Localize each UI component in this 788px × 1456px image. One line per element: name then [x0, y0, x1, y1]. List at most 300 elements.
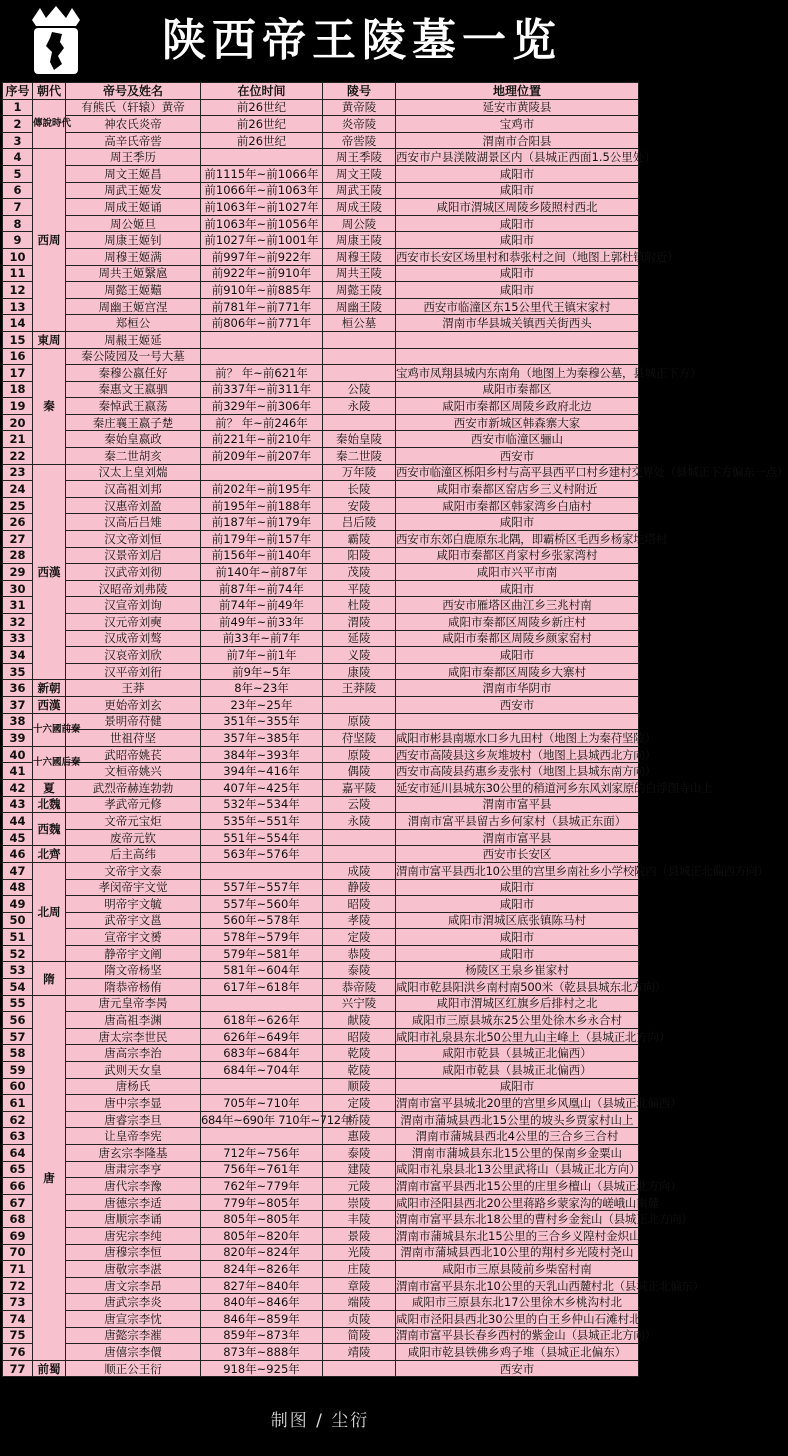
tomb-name-cell: 阳陵 — [323, 547, 396, 564]
row-number-cell: 16 — [3, 348, 33, 365]
location-cell: 咸阳市秦都区周陵乡政府北边 — [396, 398, 639, 415]
location-cell — [396, 331, 639, 348]
location-cell: 咸阳市渭城区红旗乡后排村之北 — [396, 995, 639, 1012]
table-row — [3, 1028, 639, 1045]
row-number-cell: 6 — [3, 182, 33, 199]
row-number-cell: 31 — [3, 597, 33, 614]
tomb-name-cell: 昭陵 — [323, 896, 396, 913]
tomb-name-cell: 云陵 — [323, 796, 396, 813]
location-cell: 渭南市富平县长春乡西村的紫金山（县城正北方向） — [396, 1328, 656, 1343]
emperor-name-cell: 唐高祖李渊 — [66, 1012, 201, 1029]
reign-time-cell: 前140年~前87年 — [201, 564, 323, 581]
tomb-name-cell: 元陵 — [323, 1178, 396, 1195]
tomb-name-cell: 延陵 — [323, 630, 396, 647]
emperor-name-cell: 唐懿宗李漼 — [66, 1327, 201, 1344]
row-number-cell: 8 — [3, 215, 33, 232]
emperor-name-cell: 汉景帝刘启 — [66, 547, 201, 564]
tomb-name-cell: 端陵 — [323, 1294, 396, 1311]
row-number-cell: 65 — [3, 1161, 33, 1178]
reign-time-cell — [201, 1078, 323, 1095]
table-row — [3, 779, 639, 796]
emperor-name-cell: 周赧王姬延 — [66, 331, 201, 348]
tomb-name-cell — [323, 348, 396, 365]
row-number-cell: 45 — [3, 829, 33, 846]
table-row — [3, 1211, 639, 1228]
table-row — [3, 879, 639, 896]
location-cell: 西安市高陵县药惠乡麦张村（地图上县城东南方向） — [396, 764, 656, 779]
location-cell: 西安市东郊白鹿原东北隅，即霸桥区毛西乡杨家圪塔村 — [396, 531, 668, 546]
reign-time-cell: 384年~393年 — [201, 746, 323, 763]
tomb-name-cell: 静陵 — [323, 879, 396, 896]
tomb-name-cell: 黄帝陵 — [323, 99, 396, 116]
location-cell: 咸阳市渭城区底张镇陈马村 — [396, 912, 639, 929]
emperor-name-cell: 汉宣帝刘询 — [66, 597, 201, 614]
dynasty-cell: 十六國前秦 — [33, 713, 66, 746]
location-cell: 西安市临潼区栎阳乡村与高平县西平口村乡建村交界处（县城正下方偏东一点） — [396, 465, 788, 480]
row-number-cell: 68 — [3, 1211, 33, 1228]
reign-time-cell: 756年~761年 — [201, 1161, 323, 1178]
tomb-name-cell: 周康王陵 — [323, 232, 396, 249]
table-row — [3, 265, 639, 282]
dynasty-cell: 西漢 — [33, 464, 66, 680]
location-cell: 咸阳市渭城区周陵乡陵照村西北 — [396, 199, 639, 216]
emperor-name-cell: 废帝元钦 — [66, 829, 201, 846]
tomb-name-cell: 泰陵 — [323, 1145, 396, 1162]
emperor-name-cell: 唐穆宗李恒 — [66, 1244, 201, 1261]
location-cell: 咸阳市秦都区肖家村乡张家湾村 — [396, 547, 639, 564]
row-number-cell: 9 — [3, 232, 33, 249]
row-number-cell: 22 — [3, 448, 33, 465]
row-number-cell: 43 — [3, 796, 33, 813]
emperor-name-cell: 武则天女皇 — [66, 1062, 201, 1079]
emperor-name-cell: 周文王姬昌 — [66, 165, 201, 182]
tomb-name-cell: 原陵 — [323, 713, 396, 730]
emperor-name-cell: 秦悼武王嬴荡 — [66, 398, 201, 415]
row-number-cell: 14 — [3, 315, 33, 332]
location-cell: 西安市 — [396, 448, 639, 465]
tomb-name-cell: 孝陵 — [323, 912, 396, 929]
location-cell: 渭南市富平县西北10公里的宫里乡南社乡小学校院内（县城正北偏西方向） — [396, 863, 769, 878]
row-number-cell: 2 — [3, 116, 33, 133]
location-cell: 西安市新城区韩森寨大家 — [396, 414, 639, 431]
reign-time-cell: 前1115年~前1066年 — [201, 165, 323, 182]
emperor-name-cell: 唐僖宗李儇 — [66, 1344, 201, 1361]
tomb-name-cell: 霸陵 — [323, 531, 396, 548]
emperor-name-cell: 神农氏炎帝 — [66, 116, 201, 133]
reign-time-cell: 前202年~前195年 — [201, 481, 323, 498]
tomb-name-cell: 周公陵 — [323, 215, 396, 232]
dynasty-cell: 西周 — [33, 149, 66, 332]
emperor-name-cell: 景明帝苻健 — [66, 713, 201, 730]
location-cell: 渭南市蒲城县西北10公里的翔村乡光陵村尧山 — [396, 1244, 639, 1261]
dynasty-cell: 西漢 — [33, 696, 66, 713]
emperor-name-cell: 周康王姬钊 — [66, 232, 201, 249]
emperor-name-cell: 世祖苻坚 — [66, 730, 201, 747]
row-number-cell: 37 — [3, 696, 33, 713]
row-number-cell: 3 — [3, 132, 33, 149]
row-number-cell: 25 — [3, 497, 33, 514]
emperor-name-cell: 秦公陵园及一号大墓 — [66, 348, 201, 365]
location-cell: 渭南市蒲城县西北15公里的坡头乡贾家村山上 — [396, 1111, 639, 1128]
row-number-cell: 46 — [3, 846, 33, 863]
reign-time-cell: 前26世纪 — [201, 132, 323, 149]
tomb-name-cell: 丰陵 — [323, 1211, 396, 1228]
tomb-name-cell: 帝喾陵 — [323, 132, 396, 149]
reign-time-cell: 846年~859年 — [201, 1310, 323, 1327]
row-number-cell: 60 — [3, 1078, 33, 1095]
emperor-name-cell: 唐太宗李世民 — [66, 1028, 201, 1045]
tomb-name-cell: 惠陵 — [323, 1128, 396, 1145]
emperor-name-cell: 武昭帝姚苌 — [66, 746, 201, 763]
location-cell: 咸阳市泾阳县西北20公里蒋路乡蒙家沟的嵯峨山南麓 — [396, 1195, 659, 1210]
reign-time-cell: 626年~649年 — [201, 1028, 323, 1045]
location-cell: 咸阳市乾县（县城正北偏西） — [396, 1045, 639, 1062]
table-row — [3, 564, 639, 581]
tomb-name-cell: 周王季陵 — [323, 149, 396, 166]
emperor-name-cell: 汉高后吕雉 — [66, 514, 201, 531]
emperor-name-cell: 唐武宗李炎 — [66, 1294, 201, 1311]
location-cell: 西安市临潼区骊山 — [396, 431, 639, 448]
emperor-name-cell: 唐中宗李显 — [66, 1095, 201, 1112]
table-row — [3, 1327, 639, 1344]
emperor-name-cell: 周懿王姬囏 — [66, 282, 201, 299]
dynasty-cell: 新朝 — [33, 680, 66, 697]
table-row — [3, 149, 639, 166]
table-row — [3, 630, 639, 647]
location-cell: 渭南市蒲城县东北15公里的三合乡义隍村金炽山 — [396, 1228, 641, 1243]
reign-time-cell: 560年~578年 — [201, 912, 323, 929]
table-row — [3, 730, 639, 747]
location-cell: 咸阳市三原县东北17公里徐木乡桃沟村北 — [396, 1294, 639, 1311]
location-cell: 咸阳市 — [396, 580, 639, 597]
emperor-name-cell: 汉平帝刘衎 — [66, 663, 201, 680]
reign-time-cell: 712年~756年 — [201, 1145, 323, 1162]
reign-time-cell — [201, 149, 323, 166]
table-row — [3, 1078, 639, 1095]
row-number-cell: 29 — [3, 564, 33, 581]
location-cell: 延安市延川县城东30公里的稍道河乡东风刘家原的白浮图寺山上 — [396, 780, 713, 795]
emperor-name-cell: 隋恭帝杨侑 — [66, 979, 201, 996]
row-number-cell: 57 — [3, 1028, 33, 1045]
location-cell: 咸阳市 — [396, 929, 639, 946]
table-row — [3, 1344, 639, 1361]
tomb-name-cell: 定陵 — [323, 1095, 396, 1112]
reign-time-cell: 394年~416年 — [201, 763, 323, 780]
emperor-name-cell: 周幽王姬宫涅 — [66, 298, 201, 315]
tomb-name-cell: 公陵 — [323, 381, 396, 398]
reign-time-cell: 前329年~前306年 — [201, 398, 323, 415]
row-number-cell: 74 — [3, 1310, 33, 1327]
emperor-name-cell: 周共王姬繄扈 — [66, 265, 201, 282]
emperor-name-cell: 静帝宇文阐 — [66, 945, 201, 962]
tomb-name-cell: 建陵 — [323, 1161, 396, 1178]
location-cell: 咸阳市乾县铁佛乡鸡子堆（县城正北偏东） — [396, 1344, 639, 1361]
table-row — [3, 1145, 639, 1162]
column-header: 陵号 — [323, 83, 396, 100]
table-row — [3, 929, 639, 946]
emperor-name-cell: 周武王姬发 — [66, 182, 201, 199]
table-row — [3, 1194, 639, 1211]
emperor-name-cell: 顺正公王衍 — [66, 1360, 201, 1377]
reign-time-cell: 前922年~前910年 — [201, 265, 323, 282]
reign-time-cell: 前74年~前49年 — [201, 597, 323, 614]
emperor-name-cell: 汉成帝刘骜 — [66, 630, 201, 647]
table-row — [3, 481, 639, 498]
table-row — [3, 182, 639, 199]
location-cell: 咸阳市乾县阳洪乡南村南500米（乾县县城东北方向） — [396, 979, 666, 994]
row-number-cell: 50 — [3, 912, 33, 929]
location-cell: 咸阳市 — [396, 182, 639, 199]
reign-time-cell: 前1027年~前1001年 — [201, 232, 323, 249]
table-row — [3, 497, 639, 514]
location-cell: 渭南市富平县东北10公里的天乳山西麓村北（县城正北偏东） — [396, 1278, 705, 1293]
reign-time-cell: 820年~824年 — [201, 1244, 323, 1261]
tomb-name-cell: 义陵 — [323, 647, 396, 664]
table-row — [3, 796, 639, 813]
reign-time-cell: 824年~826年 — [201, 1261, 323, 1278]
emperor-name-cell: 汉元帝刘奭 — [66, 614, 201, 631]
tomb-table — [2, 82, 788, 1377]
reign-time-cell — [201, 862, 323, 879]
table-row — [3, 1310, 639, 1327]
reign-time-cell: 前195年~前188年 — [201, 497, 323, 514]
row-number-cell: 72 — [3, 1277, 33, 1294]
reign-time-cell: 563年~576年 — [201, 846, 323, 863]
location-cell: 渭南市蒲城县西北4公里的三合乡三合村 — [396, 1128, 639, 1145]
tomb-name-cell: 崇陵 — [323, 1194, 396, 1211]
tomb-name-cell: 顺陵 — [323, 1078, 396, 1095]
table-row — [3, 746, 639, 763]
table-row — [3, 1261, 639, 1278]
column-header: 帝号及姓名 — [66, 83, 201, 100]
reign-time-cell: 873年~888年 — [201, 1344, 323, 1361]
reign-time-cell: 前806年~前771年 — [201, 315, 323, 332]
tomb-name-cell: 王莽陵 — [323, 680, 396, 697]
location-cell: 咸阳市泾阳县西北30公里的白王乡仲山石滩村北 — [396, 1311, 641, 1326]
column-header: 序号 — [3, 83, 33, 100]
tomb-name-cell: 炎帝陵 — [323, 116, 396, 133]
table-row — [3, 132, 639, 149]
reign-time-cell: 407年~425年 — [201, 779, 323, 796]
row-number-cell: 18 — [3, 381, 33, 398]
tomb-name-cell: 周武王陵 — [323, 182, 396, 199]
location-cell: 咸阳市 — [396, 647, 639, 664]
location-cell: 咸阳市礼泉县东北50公里九山主峰上（县城正北方向） — [396, 1029, 671, 1044]
location-cell: 咸阳市秦都区周陵乡新庄村 — [396, 614, 639, 631]
location-cell: 咸阳市秦都区韩家湾乡白庙村 — [396, 497, 639, 514]
tomb-name-cell: 恭帝陵 — [323, 979, 396, 996]
row-number-cell: 30 — [3, 580, 33, 597]
reign-time-cell: 705年~710年 — [201, 1095, 323, 1112]
table-row — [3, 962, 639, 979]
reign-time-cell — [201, 331, 323, 348]
dynasty-cell: 隋 — [33, 962, 66, 995]
reign-time-cell: 前156年~前140年 — [201, 547, 323, 564]
crown-shaanxi-map-icon — [28, 6, 84, 76]
row-number-cell: 56 — [3, 1012, 33, 1029]
reign-time-cell: 前7年~前1年 — [201, 647, 323, 664]
column-header: 在位时间 — [201, 83, 323, 100]
tomb-name-cell: 简陵 — [323, 1327, 396, 1344]
tomb-name-cell: 吕后陵 — [323, 514, 396, 531]
location-cell: 咸阳市兴平市南 — [396, 564, 639, 581]
row-number-cell: 41 — [3, 763, 33, 780]
location-cell: 咸阳市三原县陵前乡柴窑村南 — [396, 1261, 639, 1278]
emperor-name-cell: 文帝元宝炬 — [66, 813, 201, 830]
location-cell: 渭南市华县城关镇西关街西头 — [396, 315, 639, 332]
location-cell: 渭南市富平县 — [396, 829, 639, 846]
location-cell: 渭南市富平县 — [396, 796, 639, 813]
emperor-name-cell: 唐高宗李治 — [66, 1045, 201, 1062]
tomb-name-cell — [323, 696, 396, 713]
tomb-name-cell — [323, 331, 396, 348]
emperor-name-cell: 汉高祖刘邦 — [66, 481, 201, 498]
reign-time-cell: 前1066年~前1063年 — [201, 182, 323, 199]
table-row — [3, 1294, 639, 1311]
tomb-name-cell: 桓公墓 — [323, 315, 396, 332]
row-number-cell: 17 — [3, 365, 33, 382]
reign-time-cell: 前179年~前157年 — [201, 531, 323, 548]
row-number-cell: 73 — [3, 1294, 33, 1311]
row-number-cell: 15 — [3, 331, 33, 348]
reign-time-cell: 581年~604年 — [201, 962, 323, 979]
reign-time-cell: 579年~581年 — [201, 945, 323, 962]
reign-time-cell: 前781年~前771年 — [201, 298, 323, 315]
table-row — [3, 514, 639, 531]
emperor-name-cell: 周成王姬诵 — [66, 199, 201, 216]
reign-time-cell: 617年~618年 — [201, 979, 323, 996]
tomb-name-cell — [323, 829, 396, 846]
emperor-name-cell: 宣帝宇文赟 — [66, 929, 201, 946]
tomb-name-cell: 苻坚陵 — [323, 730, 396, 747]
row-number-cell: 53 — [3, 962, 33, 979]
table-row — [3, 580, 639, 597]
row-number-cell: 12 — [3, 282, 33, 299]
location-cell: 咸阳市 — [396, 1078, 639, 1095]
table-row — [3, 248, 639, 265]
row-number-cell: 19 — [3, 398, 33, 415]
table-row — [3, 1012, 639, 1029]
row-number-cell: 54 — [3, 979, 33, 996]
row-number-cell: 24 — [3, 481, 33, 498]
row-number-cell: 61 — [3, 1095, 33, 1112]
tomb-name-cell: 章陵 — [323, 1277, 396, 1294]
row-number-cell: 44 — [3, 813, 33, 830]
table-row — [3, 896, 639, 913]
tomb-name-cell: 献陵 — [323, 1012, 396, 1029]
table-row — [3, 547, 639, 564]
tomb-name-cell: 平陵 — [323, 580, 396, 597]
location-cell: 咸阳市三原县城东25公里处徐木乡永合村 — [396, 1012, 639, 1029]
emperor-name-cell: 汉昭帝刘弗陵 — [66, 580, 201, 597]
reign-time-cell: 前26世纪 — [201, 99, 323, 116]
emperor-name-cell: 汉惠帝刘盈 — [66, 497, 201, 514]
row-number-cell: 27 — [3, 531, 33, 548]
reign-time-cell: 前？ 年~前246年 — [201, 414, 323, 431]
reign-time-cell: 前221年~前210年 — [201, 431, 323, 448]
reign-time-cell: 前1063年~前1056年 — [201, 215, 323, 232]
table-row — [3, 829, 639, 846]
location-cell: 渭南市富平县城北20里的宫里乡风凰山（县城正北偏西） — [396, 1096, 682, 1111]
reign-time-cell: 859年~873年 — [201, 1327, 323, 1344]
table-row — [3, 1161, 639, 1178]
reign-time-cell: 前49年~前33年 — [201, 614, 323, 631]
dynasty-cell: 傳說時代 — [33, 99, 66, 149]
row-number-cell: 28 — [3, 547, 33, 564]
table-row — [3, 1277, 639, 1294]
tomb-name-cell: 渭陵 — [323, 614, 396, 631]
row-number-cell: 33 — [3, 630, 33, 647]
location-cell: 咸阳市秦都区窑店乡三义村附近 — [396, 481, 639, 498]
reign-time-cell — [201, 1128, 323, 1145]
location-cell: 西安市雁塔区曲江乡三兆村南 — [396, 597, 639, 614]
tomb-name-cell: 秦二世陵 — [323, 448, 396, 465]
tomb-name-cell: 永陵 — [323, 398, 396, 415]
tomb-name-cell: 周成王陵 — [323, 199, 396, 216]
row-number-cell: 70 — [3, 1244, 33, 1261]
table-row — [3, 199, 639, 216]
emperor-name-cell: 有熊氏（轩辕）黄帝 — [66, 99, 201, 116]
emperor-name-cell: 汉文帝刘恒 — [66, 531, 201, 548]
row-number-cell: 58 — [3, 1045, 33, 1062]
table-row — [3, 912, 639, 929]
emperor-name-cell: 周穆王姬满 — [66, 248, 201, 265]
tomb-name-cell: 兴宁陵 — [323, 995, 396, 1012]
column-header: 朝代 — [33, 83, 66, 100]
row-number-cell: 1 — [3, 99, 33, 116]
location-cell: 延安市黄陵县 — [396, 99, 639, 116]
table-row — [3, 232, 639, 249]
emperor-name-cell: 唐睿宗李旦 — [66, 1111, 201, 1128]
emperor-name-cell: 唐宣宗李忱 — [66, 1310, 201, 1327]
row-number-cell: 10 — [3, 248, 33, 265]
tomb-name-cell: 嘉平陵 — [323, 779, 396, 796]
emperor-name-cell: 文帝宇文泰 — [66, 862, 201, 879]
tomb-name-cell — [323, 414, 396, 431]
tomb-name-cell: 杜陵 — [323, 597, 396, 614]
table-row — [3, 1128, 639, 1145]
row-number-cell: 4 — [3, 149, 33, 166]
reign-time-cell: 684年~704年 — [201, 1062, 323, 1079]
tomb-name-cell: 永陵 — [323, 813, 396, 830]
reign-time-cell: 前？ 年~前621年 — [201, 365, 323, 382]
emperor-name-cell: 唐杨氏 — [66, 1078, 201, 1095]
row-number-cell: 69 — [3, 1227, 33, 1244]
location-cell: 咸阳市 — [396, 265, 639, 282]
tomb-name-cell: 长陵 — [323, 481, 396, 498]
emperor-name-cell: 唐代宗李豫 — [66, 1178, 201, 1195]
table-row — [3, 979, 639, 996]
dynasty-cell: 唐 — [33, 995, 66, 1360]
reign-time-cell: 前33年~前7年 — [201, 630, 323, 647]
emperor-name-cell: 唐德宗李适 — [66, 1194, 201, 1211]
table-row — [3, 696, 639, 713]
row-number-cell: 23 — [3, 464, 33, 481]
emperor-name-cell: 后主高纬 — [66, 846, 201, 863]
table-row — [3, 945, 639, 962]
table-row — [3, 315, 639, 332]
table-row — [3, 1178, 639, 1195]
row-number-cell: 64 — [3, 1145, 33, 1162]
emperor-name-cell: 汉哀帝刘欣 — [66, 647, 201, 664]
reign-time-cell: 23年~25年 — [201, 696, 323, 713]
location-cell: 渭南市华阴市 — [396, 680, 639, 697]
reign-time-cell — [201, 348, 323, 365]
tomb-name-cell: 光陵 — [323, 1244, 396, 1261]
tomb-name-cell: 靖陵 — [323, 1344, 396, 1361]
credit-text: 制图 / 尘衍 — [270, 1411, 370, 1431]
dynasty-cell: 北齊 — [33, 846, 66, 863]
